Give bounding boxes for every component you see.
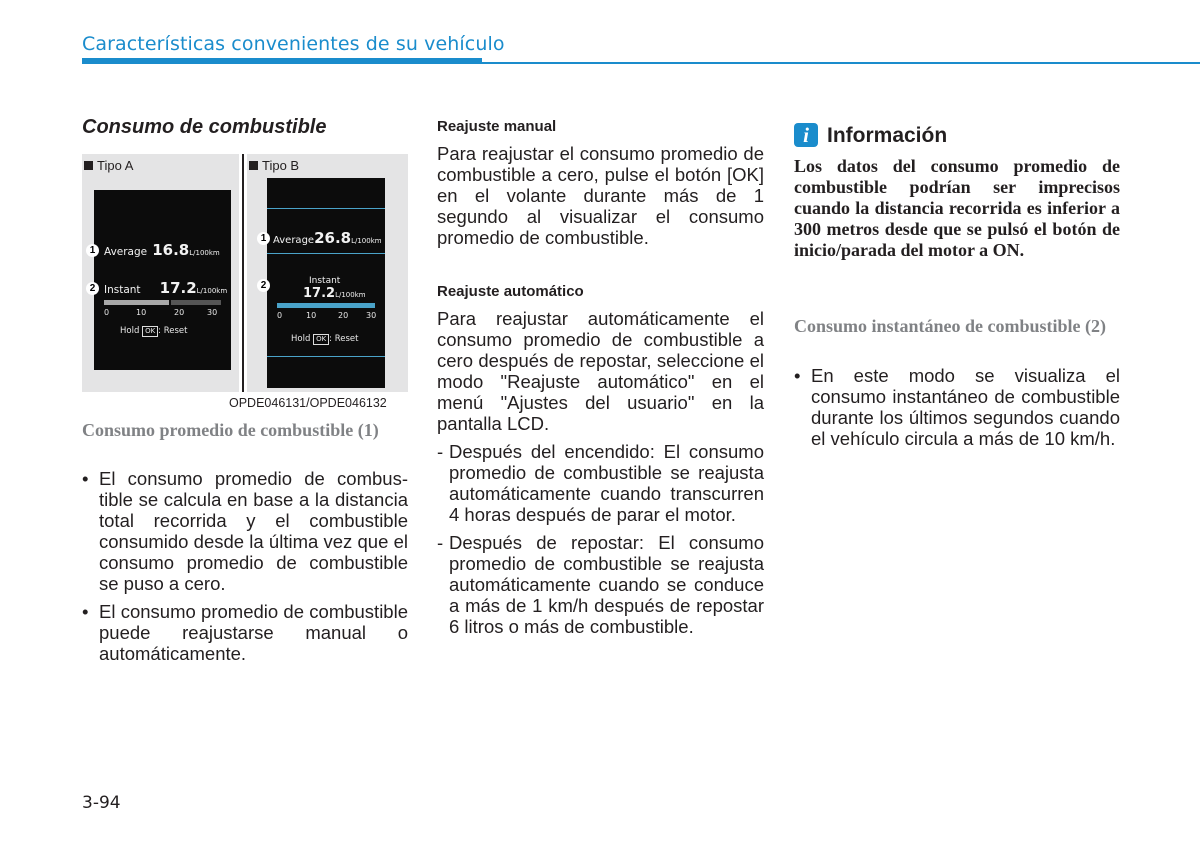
column-3-body: [794, 365, 1120, 456]
manual-reset-text: Para reajustar el consumo promedio de combustible a cero, pulse el botón [OK] en el volante durante más de 1 segundo al visualizar el consumo promedio de combustible.: [437, 143, 764, 248]
type-a-label: Tipo A: [84, 158, 133, 173]
list-item: • El consumo promedio de combus-tible se calcula en base a la distancia total recorrida y el combustible consumido desde la última vez que el consumo promedio de combustible se puso a cero.: [82, 468, 408, 594]
list-item: • El consumo promedio de combustible puede reajustarse manual o automáticamente.: [82, 601, 408, 664]
instant-readout-a: Instant 17.2L/100km: [104, 279, 228, 297]
instant-readout-b: 17.2L/100km: [303, 286, 366, 301]
list-item: • En este modo se visualiza el consumo instantáneo de combustible durante los últimos segundos cuando el vehículo circula a más de 10 km/h.: [794, 365, 1120, 449]
average-readout-a: Average 16.8L/100km: [104, 241, 220, 259]
marker-2: 2: [257, 279, 270, 292]
info-title: Información: [827, 124, 948, 147]
page-number: 3-94: [82, 793, 121, 813]
scale-tick: 0: [277, 311, 283, 320]
average-heading: Consumo promedio de combustible (1): [82, 420, 379, 440]
list-item: - Después del encendido: El consumo promedio de combustible se reajusta automáticamente cuando transcurren 4 horas después de parar el motor.: [437, 441, 764, 525]
cluster-screen-b: [267, 178, 385, 388]
scale-tick: 30: [207, 308, 218, 317]
running-header: Características convenientes de su vehículo: [82, 33, 505, 55]
marker-1: 1: [86, 244, 99, 257]
screen-rule: [267, 208, 385, 209]
cluster-screen-a: [94, 190, 231, 370]
info-icon: i: [794, 123, 818, 147]
list-item: - Después de repostar: El consumo promedio de combustible se reajusta automáticamente cuando se conduce a más de 1 km/h después de repostar 6 litros o más de combustible.: [437, 532, 764, 637]
instant-bar-b: [277, 303, 375, 308]
marker-1: 1: [257, 232, 270, 245]
marker-2: 2: [86, 282, 99, 295]
section-title: Consumo de combustible: [82, 116, 327, 138]
figure-caption: OPDE046131/OPDE046132: [229, 396, 387, 410]
info-text: Los datos del consumo promedio de combustible podrían ser imprecisos cuando la distancia recorrida es inferior a 300 metros desde que se pulsó el botón de inicio/parada del motor a ON.: [794, 156, 1120, 260]
instant-heading: Consumo instantáneo de combustible (2): [794, 316, 1107, 336]
scale-tick: 10: [136, 308, 147, 317]
scale-tick: 10: [306, 311, 317, 320]
screen-rule: [267, 253, 385, 254]
screen-rule: [267, 356, 385, 357]
square-bullet-icon: [84, 161, 93, 170]
auto-reset-text: [437, 308, 764, 644]
manual-reset-title: Reajuste manual: [437, 118, 557, 135]
figure-type-a: [82, 154, 239, 392]
instant-label-b: Instant: [309, 276, 341, 286]
column-1-body: [82, 468, 408, 671]
auto-reset-paragraph: Para reajustar automáticamente el consumo promedio de combustible a cero después de repostar, seleccione el modo "Reajuste automático" en el menú "Ajustes del usuario" en la pantalla LCD.: [437, 308, 764, 434]
figure-divider: [242, 154, 244, 392]
header-rule-accent: [82, 58, 482, 64]
figure-type-b: [247, 154, 408, 392]
auto-reset-title: Reajuste automático: [437, 283, 584, 300]
scale-tick: 20: [338, 311, 349, 320]
scale-tick: 30: [366, 311, 377, 320]
instant-bar-track-a: [171, 300, 221, 305]
scale-tick: 20: [174, 308, 185, 317]
average-readout-b: Average26.8L/100km: [273, 229, 382, 247]
type-b-label: Tipo B: [249, 158, 299, 173]
square-bullet-icon: [249, 161, 258, 170]
instant-bar-fill-a: [104, 300, 169, 305]
hold-reset-hint-a: Hold OK : Reset: [120, 326, 188, 336]
scale-tick: 0: [104, 308, 110, 317]
hold-reset-hint-b: Hold OK : Reset: [291, 334, 359, 344]
